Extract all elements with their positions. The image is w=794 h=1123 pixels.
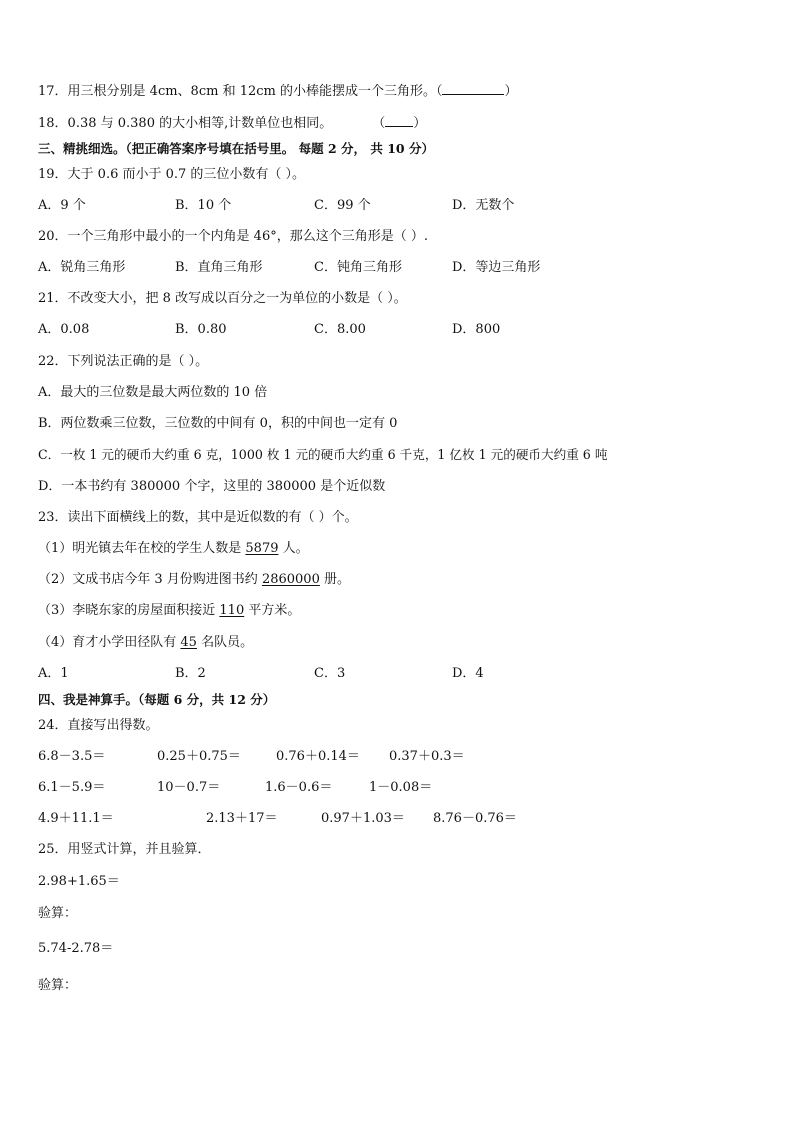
section-4-heading: 四、我是神算手。（每题 6 分，共 12 分） (38, 692, 276, 707)
calc-item: 6.8－3.5＝ (38, 749, 106, 764)
q23-option-c[interactable]: C．3 (314, 666, 346, 681)
item-text: 名队员。 (196, 635, 254, 650)
q21-option-d[interactable]: D．800 (452, 322, 501, 337)
calc-item: 1.6－0.6＝ (265, 780, 333, 795)
calc-item: 0.97＋1.03＝ (321, 811, 405, 826)
question-18 (38, 114, 426, 133)
question-25: 25．用竖式计算，并且验算． (38, 842, 211, 857)
q23-item-1 (38, 540, 309, 558)
question-24: 24．直接写出得数。 (38, 718, 159, 733)
calc-item: 4.9＋11.1＝ (38, 811, 114, 826)
q20-option-d[interactable]: D．等边三角形 (452, 260, 541, 275)
underlined-number: 5879 (245, 541, 279, 556)
q22-option-c[interactable]: C．一枚 1 元的硬币大约重 6 克，1000 枚 1 元的硬币大约重 6 千克，1 亿枚 1 元的硬币大约重 6 吨 (38, 447, 608, 462)
calc-item: 10－0.7＝ (157, 780, 221, 795)
q25-check-label-1: 验算： (38, 906, 78, 921)
q23-item-4 (38, 634, 253, 652)
q22-option-d[interactable]: D．一本书约有 380000 个字，这里的 380000 是个近似数 (38, 479, 386, 494)
q19-option-a[interactable]: A．9 个 (38, 198, 86, 213)
calc-item: 0.76＋0.14＝ (276, 749, 360, 764)
q20-option-c[interactable]: C．钝角三角形 (314, 260, 402, 275)
question-20: 20．一个三角形中最小的一个内角是 46°，那么这个三角形是（ ）. (38, 229, 428, 244)
q17-text: 17．用三根分别是 4cm、8cm 和 12cm 的小棒能摆成一个三角形。（ (38, 84, 443, 99)
calc-item: 2.13＋17＝ (206, 811, 278, 826)
underlined-number: 110 (219, 603, 245, 618)
q19-option-b[interactable]: B．10 个 (175, 198, 232, 213)
q18-text: 18．0.38 与 0.380 的大小相等,计数单位也相同。 (38, 116, 333, 131)
q18-close: ） (413, 116, 427, 131)
q22-option-b[interactable]: B．两位数乘三位数，三位数的中间有 0，积的中间也一定有 0 (38, 416, 398, 431)
q20-option-a[interactable]: A．锐角三角形 (38, 260, 126, 275)
q23-item-2 (38, 571, 350, 589)
question-21: 21．不改变大小，把 8 改写成以百分之一为单位的小数是（ ）。 (38, 291, 407, 306)
q17-close: ） (504, 84, 518, 99)
item-text: （1）明光镇去年在校的学生人数是 (38, 541, 246, 556)
calc-item: 8.76－0.76＝ (433, 811, 517, 826)
item-text: 人。 (278, 541, 309, 556)
question-17 (38, 82, 518, 101)
q21-option-b[interactable]: B．0.80 (175, 322, 227, 337)
q18-open: （ (372, 116, 386, 131)
item-text: 平方米。 (244, 603, 301, 618)
q25-expression-2: 5.74-2.78＝ (38, 941, 114, 956)
item-text: （3）李晓东家的房屋面积接近 (38, 603, 220, 618)
q23-option-a[interactable]: A．1 (38, 666, 69, 681)
q25-expression-1: 2.98+1.65＝ (38, 874, 120, 889)
question-23: 23．读出下面横线上的数，其中是近似数的有（ ）个。 (38, 510, 358, 525)
underlined-number: 2860000 (261, 572, 320, 587)
item-text: （2）文成书店今年 3 月份购进图书约 (38, 572, 262, 587)
q19-option-c[interactable]: C．99 个 (314, 198, 371, 213)
section-3-heading: 三、精挑细选。（把正确答案序号填在括号里。 每题 2 分， 共 10 分） (38, 141, 434, 156)
q25-check-label-2: 验算： (38, 978, 78, 993)
q20-option-b[interactable]: B．直角三角形 (175, 260, 263, 275)
calc-item: 1－0.08＝ (369, 780, 433, 795)
answer-blank[interactable] (385, 114, 413, 127)
q23-item-3 (38, 602, 300, 620)
calc-item: 0.25＋0.75＝ (157, 749, 241, 764)
q19-option-d[interactable]: D．无数个 (452, 198, 515, 213)
q21-option-c[interactable]: C．8.00 (314, 322, 366, 337)
q23-option-b[interactable]: B．2 (175, 666, 206, 681)
calc-item: 0.37＋0.3＝ (389, 749, 465, 764)
q22-option-a[interactable]: A．最大的三位数是最大两位数的 10 倍 (38, 385, 268, 400)
question-22: 22．下列说法正确的是（ ）。 (38, 354, 209, 369)
item-text: 册。 (319, 572, 350, 587)
calc-item: 6.1－5.9＝ (38, 780, 106, 795)
answer-blank[interactable] (442, 82, 504, 95)
q23-option-d[interactable]: D．4 (452, 666, 484, 681)
underlined-number: 45 (180, 635, 197, 650)
question-19: 19．大于 0.6 而小于 0.7 的三位小数有（ ）。 (38, 167, 306, 182)
item-text: （4）育才小学田径队有 (38, 635, 181, 650)
q21-option-a[interactable]: A．0.08 (38, 322, 90, 337)
